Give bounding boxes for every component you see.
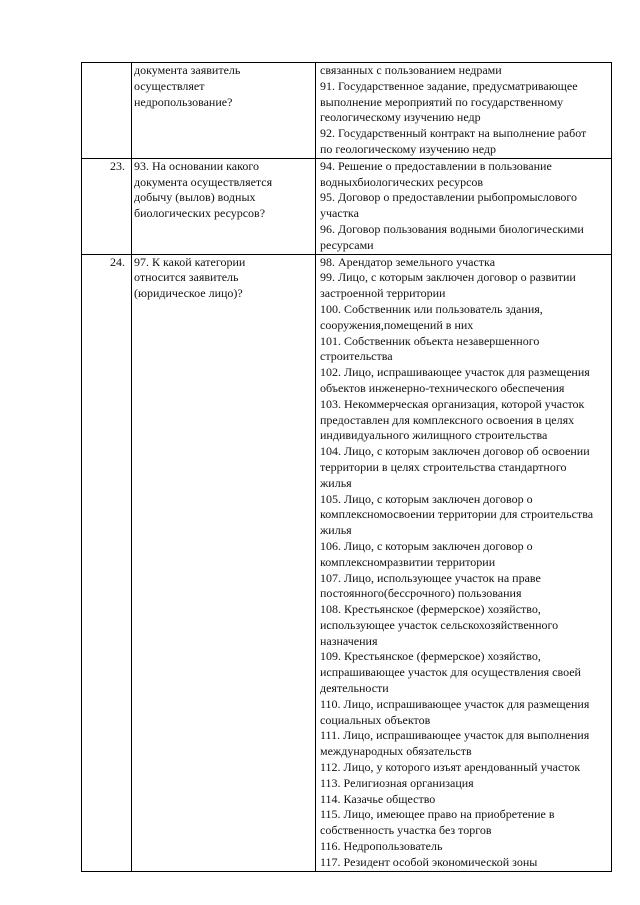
answer-option-line: 113. Религиозная организация <box>320 775 474 790</box>
answer-option-line: 95. Договор о предоставлении рыбопромыслового <box>320 190 578 205</box>
question-text-line: осуществляет <box>134 78 205 93</box>
answer-option-line: строительства <box>320 349 393 364</box>
table-row <box>82 254 612 871</box>
row-number-cell <box>82 254 132 871</box>
answer-option-line: 106. Лицо, с которым заключен договор о <box>320 538 533 553</box>
answer-option-line: геологическому изучению недр <box>320 110 481 125</box>
answer-options-cell <box>316 158 612 254</box>
row-number-cell <box>82 158 132 254</box>
question-cell <box>132 63 316 159</box>
answer-option-line: 101. Собственник объекта незавершенного <box>320 333 540 348</box>
answer-option-line: 107. Лицо, использующее участок на праве <box>320 570 541 585</box>
question-text-line: 93. На основании какого <box>134 158 259 173</box>
answer-option-line: сооружения,помещений в них <box>320 317 474 332</box>
question-text-line: добычу (вылов) водных <box>134 190 256 205</box>
answer-option-line: 111. Лицо, испрашивающее участок для выполнения <box>320 728 590 743</box>
answer-option-line: 104. Лицо, с которым заключен договор об освоении <box>320 444 590 459</box>
answer-option-line: 116. Недропользователь <box>320 839 443 854</box>
answer-option-line: индивидуального жилищного строительства <box>320 428 548 443</box>
answer-option-line: социальных объектов <box>320 712 431 727</box>
answer-option-line: по геологическому изучению недр <box>320 141 497 156</box>
answer-option-line: использующее участок сельскохозяйственного <box>320 617 559 632</box>
answer-option-line: выполнение мероприятий по государственному <box>320 94 564 109</box>
answer-option-line: постоянного(бессрочного) пользования <box>320 586 522 601</box>
row-number: 24. <box>110 254 125 269</box>
answer-option-line: 91. Государственное задание, предусматривающее <box>320 78 578 93</box>
answer-option-line: деятельности <box>320 681 389 696</box>
answer-option-line: ресурсами <box>320 237 374 252</box>
answer-option-line: комплексномразвитии территории <box>320 554 496 569</box>
answer-option-line: объектов инженерно-технического обеспечения <box>320 380 565 395</box>
answer-option-line: 92. Государственный контракт на выполнение работ <box>320 126 587 141</box>
question-text-line: документа осуществляется <box>134 174 273 189</box>
answer-option-line: территории в целях строительства стандартного <box>320 459 567 474</box>
question-text-line: биологических ресурсов? <box>134 206 266 221</box>
answer-option-line: 96. Договор пользования водными биологическими <box>320 221 584 236</box>
question-cell <box>132 158 316 254</box>
answer-option-line: 105. Лицо, с которым заключен договор о <box>320 491 533 506</box>
question-cell <box>132 254 316 871</box>
answer-option-line: 117. Резидент особой экономической зоны <box>320 854 538 869</box>
answer-option-line: испрашивающее участок для осуществления своей <box>320 665 581 680</box>
answer-option-line: собственность участка без торгов <box>320 823 492 838</box>
answer-option-line: предоставлен для комплексного освоения в целях <box>320 412 575 427</box>
answer-option-line: международных обязательств <box>320 744 472 759</box>
question-text-line: недропользование? <box>134 94 233 109</box>
answer-option-line: 102. Лицо, испрашивающее участок для размещения <box>320 365 590 380</box>
answer-option-line: 103. Некоммерческая организация, которой участок <box>320 396 585 411</box>
question-text-line: (юридическое лицо)? <box>134 286 243 301</box>
table-row <box>82 63 612 159</box>
answer-option-line: 94. Решение о предоставлении в пользование <box>320 158 552 173</box>
row-number: 23. <box>110 158 125 173</box>
question-text-line: 97. К какой категории <box>134 254 246 269</box>
answer-option-line: жилья <box>320 523 352 538</box>
answer-option-line: 109. Крестьянское (фермерское) хозяйство, <box>320 649 541 664</box>
answer-option-line: 114. Казачье общество <box>320 791 436 806</box>
answer-option-line: связанных с пользованием недрами <box>320 63 502 77</box>
answer-options-cell <box>316 254 612 871</box>
row-number-cell <box>82 63 132 159</box>
answer-option-line: застроенной территории <box>320 286 446 301</box>
answer-option-line: 112. Лицо, у которого изъят арендованный участок <box>320 760 581 775</box>
question-text-line: документа заявитель <box>134 63 241 77</box>
questionnaire-table <box>81 62 612 872</box>
answer-options-cell <box>316 63 612 159</box>
answer-option-line: участка <box>320 206 359 221</box>
answer-option-line: назначения <box>320 633 378 648</box>
answer-option-line: 108. Крестьянское (фермерское) хозяйство, <box>320 602 541 617</box>
answer-option-line: комплексномосвоении территории для строительства <box>320 507 594 522</box>
answer-option-line: 110. Лицо, испрашивающее участок для размещения <box>320 696 590 711</box>
answer-option-line: 98. Арендатор земельного участка <box>320 254 496 269</box>
answer-option-line: жилья <box>320 475 352 490</box>
answer-option-line: 99. Лицо, с которым заключен договор о развитии <box>320 270 576 285</box>
table-row <box>82 158 612 254</box>
answer-option-line: 115. Лицо, имеющее право на приобретение в <box>320 807 555 822</box>
answer-option-line: водныхбиологических ресурсов <box>320 174 484 189</box>
question-text-line: относится заявитель <box>134 270 239 285</box>
answer-option-line: 100. Собственник или пользователь здания, <box>320 301 543 316</box>
